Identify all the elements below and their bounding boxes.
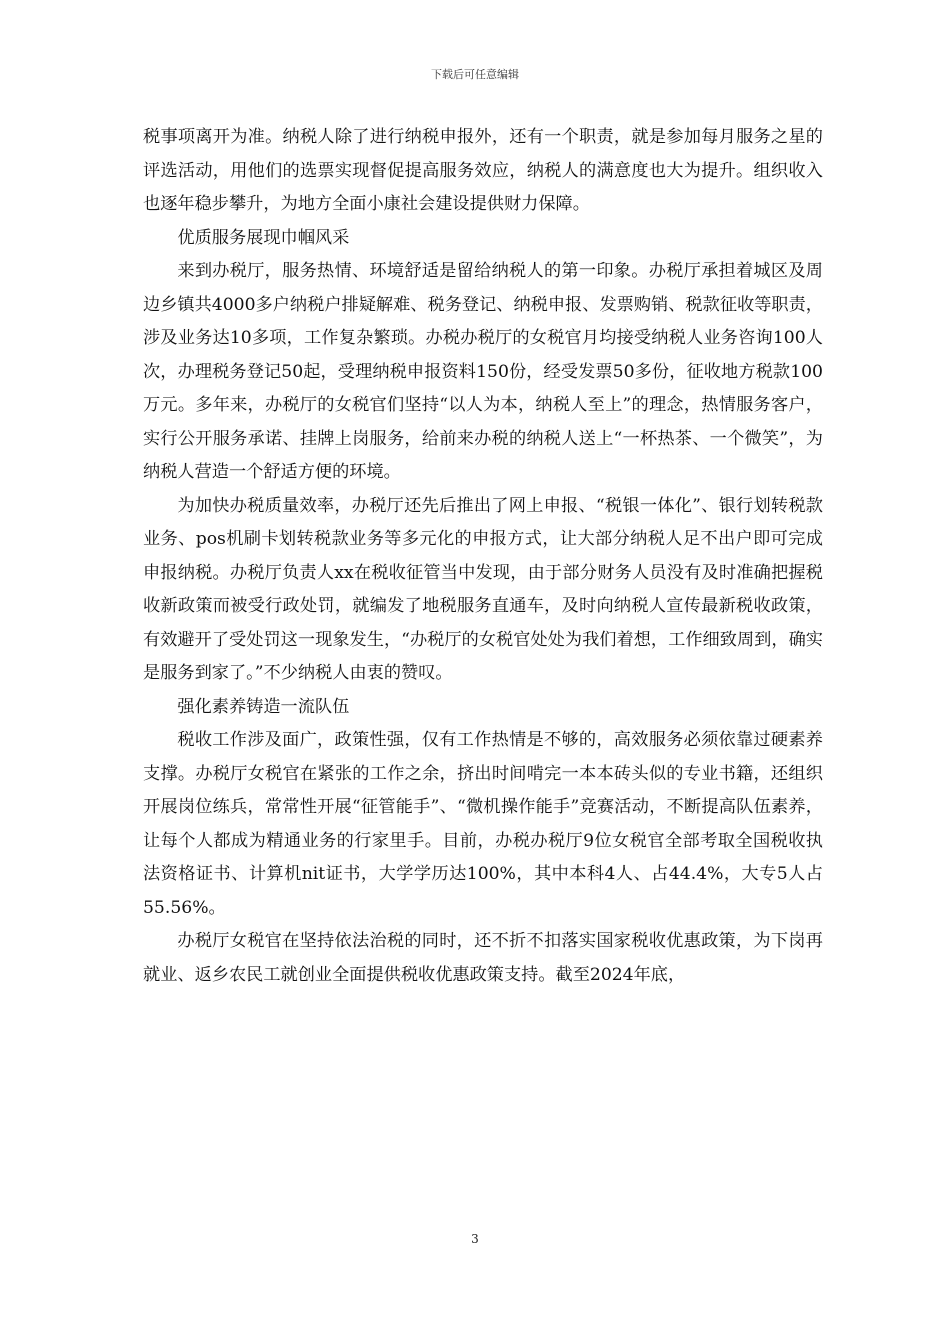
paragraph-4: 税收工作涉及面广，政策性强，仅有工作热情是不够的，高效服务必须依靠过硬素养支撑。办税厅女税官在紧张的工作之余，挤出时间啃完一本本砖头似的专业书籍，还组织开展岗位练兵，常常性开展“征管能手”、“微机操作能手”竞赛活动，不断提高队伍素养，让每个人都成为精通业务的行家里手。目前，办税办税厅9位女税官全部考取全国税收执法资格证书、计算机nit证书，大学学历达100%，其中本科4人、占44.4%，大专5人占55.56%。 bbox=[143, 730, 823, 918]
document-body bbox=[143, 121, 823, 992]
paragraph-2: 来到办税厅，服务热情、环境舒适是留给纳税人的第一印象。办税厅承担着城区及周边乡镇共4000多户纳税户排疑解难、税务登记、纳税申报、发票购销、税款征收等职责，涉及业务达10多项，工作复杂繁琐。办税办税厅的女税官月均接受纳税人业务咨询100人次，办理税务登记50起，受理纳税申报资料150份，经受发票50多份，征收地方税款100万元。多年来，办税厅的女税官们坚持“以人为本，纳税人至上”的理念，热情服务客户，实行公开服务承诺、挂牌上岗服务，给前来办税的纳税人送上“一杯热茶、一个微笑”，为纳税人营造一个舒适方便的环境。 bbox=[143, 261, 823, 482]
paragraph-3: 为加快办税质量效率，办税厅还先后推出了网上申报、“税银一体化”、银行划转税款业务、pos机刷卡划转税款业务等多元化的申报方式，让大部分纳税人足不出户即可完成申报纳税。办税厅负责人xx在税收征管当中发现，由于部分财务人员没有及时准确把握税收新政策而被受行政处罚，就编发了地税服务直通车，及时向纳税人宣传最新税收政策，有效避开了受处罚这一现象发生，“办税厅的女税官处处为我们着想，工作细致周到，确实是服务到家了。”不少纳税人由衷的赞叹。 bbox=[143, 495, 823, 683]
page-header: 下载后可任意编辑 bbox=[431, 68, 519, 81]
page-number: 3 bbox=[471, 1232, 479, 1246]
section-heading-2: 强化素养铸造一流队伍 bbox=[177, 696, 350, 717]
paragraph-1: 税事项离开为准。纳税人除了进行纳税申报外，还有一个职责，就是参加每月服务之星的评选活动，用他们的选票实现督促提高服务效应，纳税人的满意度也大为提升。组织收入也逐年稳步攀升，为地方全面小康社会建设提供财力保障。 bbox=[143, 127, 823, 214]
section-heading-1: 优质服务展现巾帼风采 bbox=[177, 227, 350, 248]
paragraph-5: 办税厅女税官在坚持依法治税的同时，还不折不扣落实国家税收优惠政策，为下岗再就业、返乡农民工就创业全面提供税收优惠政策支持。截至2024年底， bbox=[143, 931, 823, 985]
